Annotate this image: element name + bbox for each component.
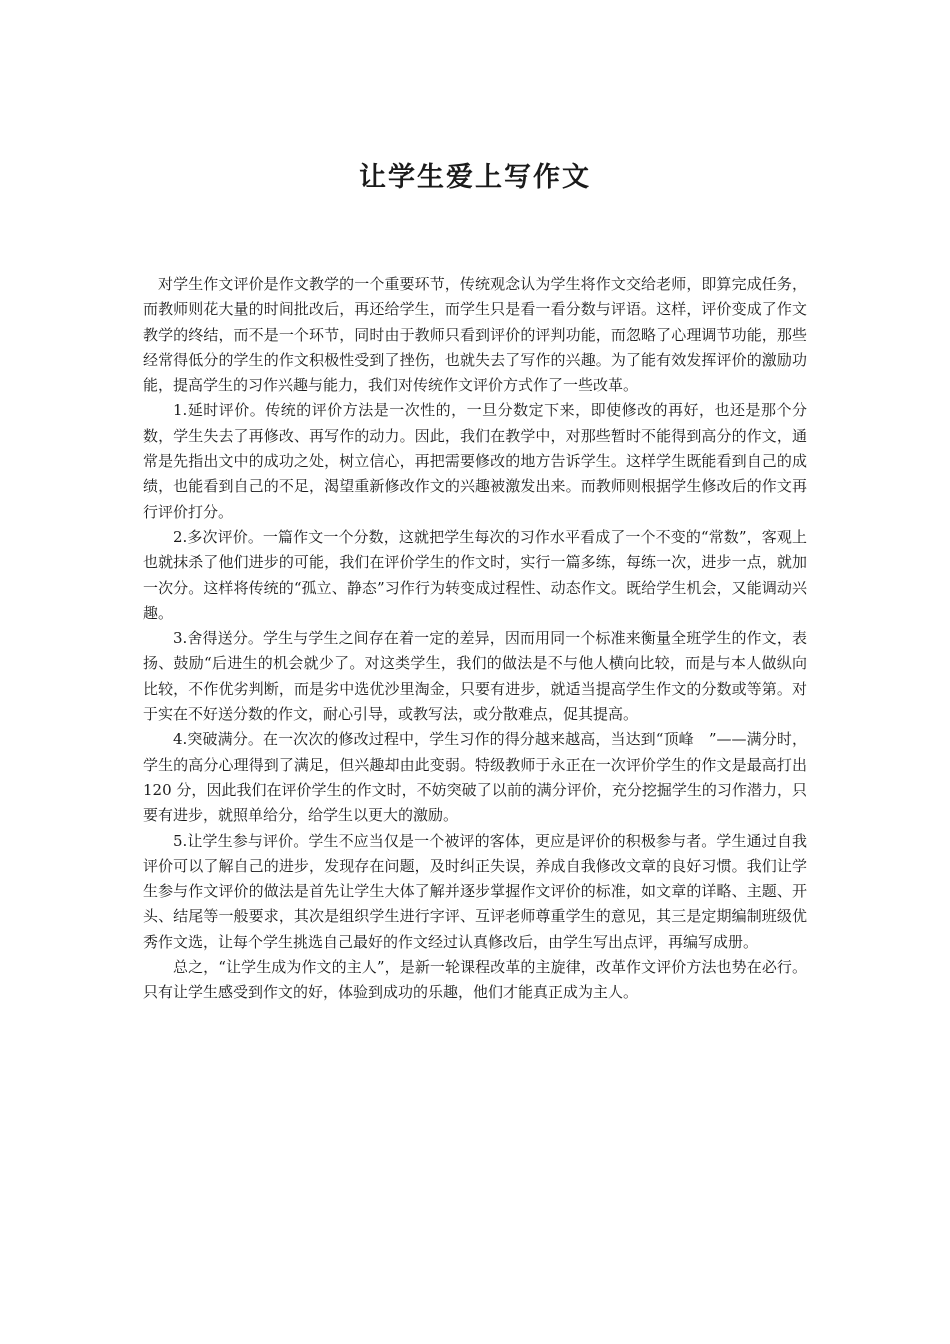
paragraph-give-points: 3.舍得送分。学生与学生之间存在着一定的差异，因而用同一个标准来衡量全班学生的作文，表扬、鼓励“后进生的机会就少了。对这类学生，我们的做法是不与他人横向比较，而是与本人做纵向比较，不作优劣判断，而是劣中选优沙里淘金，只要有进步，就适当提高学生作文的分数或等第。对于实在不好送分数的作文，耐心引导，或教写法，或分散难点，促其提高。 xyxy=(143,629,807,724)
document-body xyxy=(143,272,807,1006)
paragraph-multiple-evaluation: 2.多次评价。一篇作文一个分数，这就把学生每次的习作水平看成了一个不变的“常数”，客观上也就抹杀了他们进步的可能，我们在评价学生的作文时，实行一篇多练，每练一次，进步一点，就加一次分。这样将传统的“孤立、静态”习作行为转变成过程性、动态作文。既给学生机会，又能调动兴趣。 xyxy=(143,527,807,622)
paragraph-break-full-score: 4.突破满分。在一次次的修改过程中，学生习作的得分越来越高，当达到“顶峰 ”——满分时，学生的高分心理得到了满足，但兴趣却由此变弱。特级教师于永正在一次评价学生的作文是最高打出 120 分，因此我们在评价学生的作文时，不妨突破了以前的满分评价，充分挖掘学生的习作潜力，只要有进步，就照单给分，给学生以更大的激励。 xyxy=(143,730,807,825)
paragraph-intro: 对学生作文评价是作文教学的一个重要环节，传统观念认为学生将作文交给老师，即算完成任务，而教师则花大量的时间批改后，再还给学生，而学生只是看一看分数与评语。这样，评价变成了作文教学的终结，而不是一个环节，同时由于教师只看到评价的评判功能，而忽略了心理调节功能，那些经常得低分的学生的作文积极性受到了挫伤，也就失去了写作的兴趣。为了能有效发挥评价的激励功能，提高学生的习作兴趣与能力，我们对传统作文评价方式作了一些改革。 xyxy=(143,275,807,395)
document-title: 让学生爱上写作文 xyxy=(359,162,591,193)
paragraph-student-participation: 5.让学生参与评价。学生不应当仅是一个被评的客体，更应是评价的积极参与者。学生通过自我评价可以了解自己的进步，发现存在问题，及时纠正失误，养成自我修改文章的良好习惯。我们让学生参与作文评价的做法是首先让学生大体了解并逐步掌握作文评价的标准，如文章的详略、主题、开头、结尾等一般要求，其次是组织学生进行字评、互评老师尊重学生的意见，其三是定期编制班级优秀作文选，让每个学生挑选自己最好的作文经过认真修改后，由学生写出点评，再编写成册。 xyxy=(143,831,807,951)
paragraph-conclusion: 总之，“让学生成为作文的主人”，是新一轮课程改革的主旋律，改革作文评价方法也势在必行。只有让学生感受到作文的好，体验到成功的乐趣，他们才能真正成为主人。 xyxy=(143,958,807,1002)
paragraph-delayed-evaluation: 1.延时评价。传统的评价方法是一次性的，一旦分数定下来，即使修改的再好，也还是那个分数，学生失去了再修改、再写作的动力。因此，我们在教学中，对那些暂时不能得到高分的作文，通常是先指出文中的成功之处，树立信心，再把需要修改的地方告诉学生。这样学生既能看到自己的成绩，也能看到自己的不足，渴望重新修改作文的兴趣被激发出来。而教师则根据学生修改后的作文再行评价打分。 xyxy=(143,401,807,521)
